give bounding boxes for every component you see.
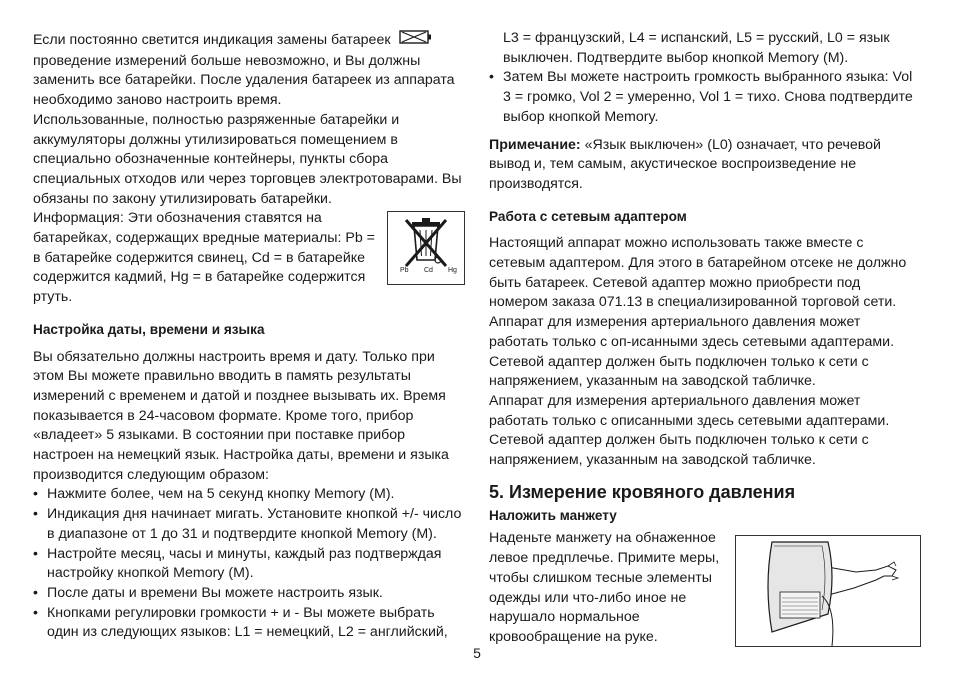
adapter-paragraph-2: Аппарат для измерения артериального давления может работать только с описанными здесь сетевыми адаптерами. Сетевой адаптер должен быть подключен только к сети с напряжением, указанным на заводской табличке. (489, 392, 890, 469)
cuff-heading: Наложить манжету (489, 507, 617, 523)
list-item: • Индикация дня начинает мигать. Установите кнопкой +/- число в диапазоне от 1 до 31 и подтвердите кнопкой Memory (M). (33, 505, 465, 544)
date-time-paragraph: Вы обязательно должны настроить время и дату. Только при этом Вы можете правильно вводить в память результаты измерений с временем и датой и позднее вызывать их. Время показывается в 24-часовом формате. Кроме того, прибор «владеет» 5 языками. В состоянии при поставке прибор настроен на немецкий язык. Настройка даты, времени и языка производится следующим образом: (33, 348, 449, 483)
label-hg: Hg (448, 266, 457, 274)
list-item: • Затем Вы можете настроить громкость выбранного языка: Vol 3 = громко, Vol 2 = умеренно, Vol 1 = тихо. Снова подтвердите выбор кнопкой Memory. (489, 68, 921, 127)
page-number: 5 (473, 645, 481, 661)
note-paragraph (489, 136, 921, 195)
cuff-paragraph: Наденьте манжету на обнаженное левое предплечье. Примите меры, чтобы слишком тесные элементы одежды или что-либо иное не нарушало нормальное кровообращение на руке. (489, 530, 720, 645)
battery-warning-text: Если постоянно светится индикация замены батареек (33, 32, 391, 49)
adapter-heading: Работа с сетевым адаптером (489, 208, 687, 224)
label-pb: Pb (400, 266, 409, 274)
list-item: • Кнопками регулировки громкости + и - Вы можете выбрать один из следующих языков: L1 = немецкий, L2 = английский, (33, 604, 465, 643)
section-title: 5. Измерение кровяного давления (489, 481, 796, 502)
crossed-bin-symbol (387, 211, 465, 285)
date-steps-list (33, 485, 465, 643)
left-column (33, 29, 465, 643)
disposal-paragraph: Использованные, полностью разряженные батарейки и аккумуляторы должны утилизироваться помещением в специально обозначенные контейнеры, пункты сбора специальных отходов или через торговцев электротоварами. Вы обязаны по закону утилизировать батарейки. (33, 111, 462, 207)
label-cd: Cd (424, 266, 433, 274)
info-paragraph: Информация: Эти обозначения ставятся на батарейках, содержащих вредные материалы: Pb = в батарейке содержится свинец, Cd = в батарейке содержится кадмий, Hg = в батарейке содержится ртуть. (33, 210, 375, 306)
list-item: • После даты и времени Вы можете настроить язык. (33, 584, 465, 604)
right-column (489, 29, 921, 648)
adapter-paragraph: Настоящий аппарат можно использовать также вместе с сетевым адаптером. Для этого в батарейном отсеке не должно быть батареек. Сетевой адаптер можно приобрести под номером заказа 071.13 в специализированной торговой сети. Аппарат для измерения артериального давления может работать только с оп-исанными здесь сетевыми адаптерами. Сетевой адаптер должен быть подключен только к сети с напряжением, указанным на заводской табличке. (489, 235, 907, 390)
list-item: • Нажмите более, чем на 5 секунд кнопку Memory (M). (33, 485, 465, 505)
battery-replace-text: проведение измерений больше невозможно, и Вы должны заменить все батарейки. После удаления батареек из аппарата необходимо заново настроить время. (33, 52, 455, 109)
cuff-illustration (735, 535, 921, 647)
volume-list (489, 68, 921, 127)
note-label: Примечание: (489, 136, 581, 153)
battery-paragraph (33, 29, 465, 111)
date-time-heading: Настройка даты, времени и языка (33, 321, 265, 337)
arm-cuff-icon (736, 536, 920, 646)
list-item: • Настройте месяц, часы и минуты, каждый раз подтверждая настройку кнопкой Memory (M). (33, 545, 465, 584)
battery-replace-icon (399, 29, 433, 52)
language-list-continued: L3 = французский, L4 = испанский, L5 = русский, L0 = язык выключен. Подтвердите выбор кнопкой Memory (M). (503, 30, 890, 66)
note-text: «Язык выключен» (L0) означает, что речевой вывод и, тем самым, акустическое воспроизведение не производятся. (489, 136, 881, 192)
